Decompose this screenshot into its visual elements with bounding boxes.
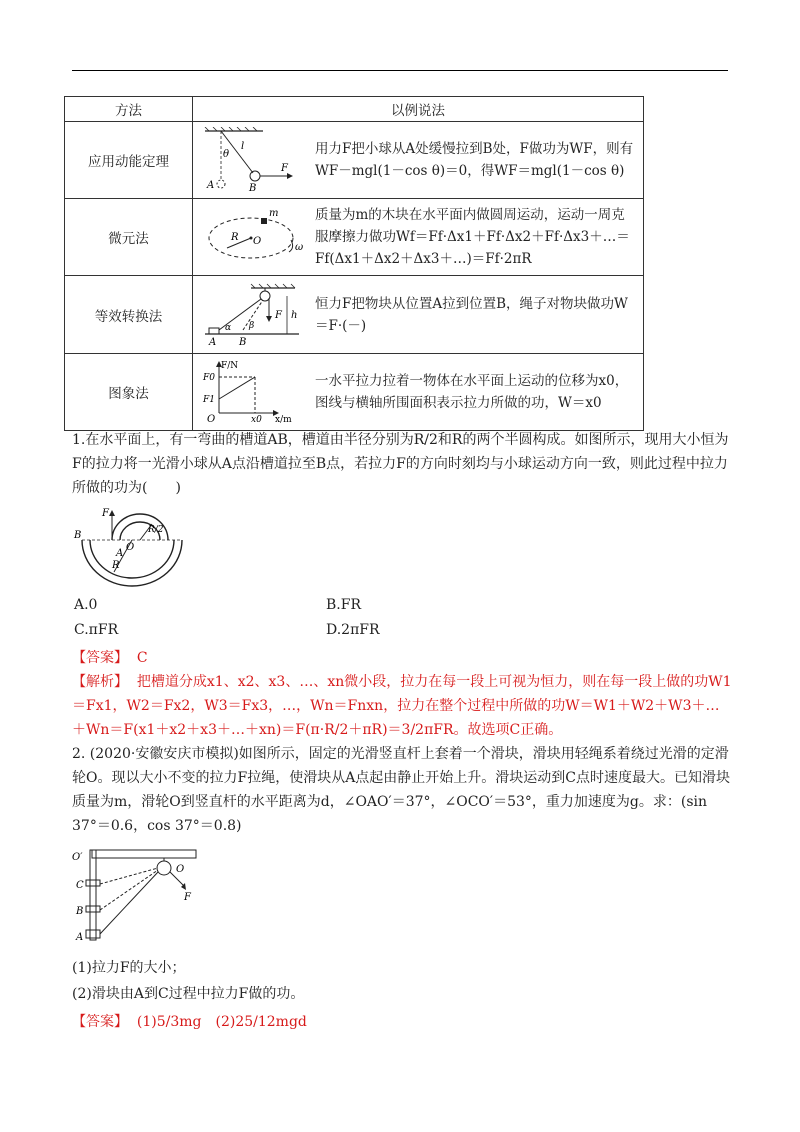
- method-kinetic-energy: 应用动能定理: [65, 122, 193, 199]
- q1-answer-label: 【答案】: [72, 650, 128, 666]
- q1-fig-Rhalf: R/2: [148, 525, 164, 535]
- header-method: 方法: [65, 97, 193, 122]
- method-graph: 图象法: [65, 354, 193, 431]
- methods-table: [64, 96, 644, 431]
- q1-analysis-label: 【解析】: [72, 674, 128, 690]
- q1-figure: [72, 502, 202, 590]
- graph-O: O: [207, 414, 216, 425]
- q1-fig-B: B: [74, 530, 82, 541]
- q1-option-a: A.0: [74, 597, 98, 613]
- q2-figure: [72, 846, 202, 950]
- q2-fig-Oprime: O′: [72, 852, 83, 863]
- header-example: 以例说法: [193, 97, 644, 122]
- q1-fig-O: O: [126, 542, 135, 553]
- pendulum-figure: [199, 127, 311, 193]
- force-graph-figure: [199, 359, 311, 425]
- q2-answer-label: 【答案】: [72, 1014, 128, 1030]
- q2-fig-O: O: [176, 864, 185, 875]
- example-text-4: 一水平拉力拉着一物体在水平面上运动的位移为x0，图线与横轴所围面积表示拉力所做的功，W＝x0: [315, 373, 629, 411]
- q1-analysis: [72, 670, 732, 742]
- q2-fig-C: C: [76, 880, 84, 891]
- q2-fig-A: A: [76, 932, 84, 943]
- graph-xaxis: x/m: [275, 415, 292, 425]
- pendulum-A: A: [207, 180, 215, 191]
- circle-R: R: [231, 232, 239, 243]
- q2-answer-value: (1)5/3mg (2)25/12mgd: [136, 1014, 307, 1030]
- q2-sub1: (1)拉力F的大小；: [72, 960, 186, 976]
- pulley-B: B: [239, 336, 247, 348]
- method-equivalent-conversion: 等效转换法: [65, 276, 193, 354]
- q2-fig-F: F: [184, 892, 191, 903]
- example-text-1: 用力F把小球从A处缓慢拉到B处，F做功为WF，则有WF－mgl(1－cos θ)＝0，得WF＝mgl(1－cos θ): [315, 141, 634, 179]
- q1-answer-value: C: [136, 650, 148, 666]
- pulley-h: h: [291, 309, 298, 321]
- circle-O: O: [253, 236, 262, 247]
- q2-sub2: (2)滑块由A到C过程中拉力F做的功。: [72, 986, 305, 1002]
- pendulum-B: B: [249, 183, 257, 193]
- q2-answer: [72, 1010, 732, 1034]
- circle-m: m: [269, 208, 279, 219]
- pulley-beta: β: [249, 320, 255, 331]
- q1-option-d: D.2πFR: [326, 622, 380, 638]
- graph-yaxis: F/N: [221, 361, 239, 371]
- q1-analysis-text: 把槽道分成x1、x2、x3、…、xn微小段，拉力在每一段上可视为恒力，则在每一段上做的功W1＝Fx1，W2＝Fx2，W3＝Fx3，…，Wn＝Fnxn，拉力在整个过程中所做的功W＝W1＋W2＋W3＋…＋Wn＝F(x1＋x2＋x3＋…＋xn)＝F(π·R/2＋πR)＝3/2πFR。故选项C正确。: [72, 674, 732, 738]
- pulley-F: F: [275, 309, 282, 321]
- pendulum-theta: θ: [223, 149, 230, 160]
- graph-F0: F0: [203, 373, 215, 383]
- pulley-A: A: [209, 336, 217, 348]
- q2-fig-B: B: [76, 906, 84, 917]
- header-rule: [72, 70, 728, 71]
- circle-motion-figure: [199, 204, 311, 270]
- q1-fig-A: A: [116, 548, 124, 559]
- q1-fig-F: F: [102, 508, 109, 519]
- q1-option-b: B.FR: [326, 597, 361, 613]
- q1-fig-R: R: [112, 560, 120, 571]
- pulley-figure: [199, 282, 311, 348]
- q1-answer: [72, 646, 732, 670]
- pendulum-F: F: [281, 163, 288, 174]
- example-text-2: 质量为m的木块在水平面内做圆周运动，运动一周克服摩擦力做功Wf＝Ff·Δx1＋Ff·Δx2＋Ff·Δx3＋…＝Ff(Δx1＋Δx2＋Δx3＋…)＝Ff·2πR: [315, 207, 630, 267]
- pulley-alpha: α: [225, 322, 232, 333]
- q1-option-c: C.πFR: [74, 622, 119, 638]
- example-text-3: 恒力F把物块从位置A拉到位置B，绳子对物块做功W＝F·(－): [315, 295, 628, 334]
- circle-omega: ω: [295, 242, 304, 253]
- pendulum-l: l: [241, 141, 245, 152]
- graph-F1: F1: [203, 395, 215, 405]
- method-micro-element: 微元法: [65, 199, 193, 276]
- q1-stem: 1.在水平面上，有一弯曲的槽道AB，槽道由半径分别为R/2和R的两个半圆构成。如图所示，现用大小恒为F的拉力将一光滑小球从A点沿槽道拉至B点，若拉力F的方向时刻均与小球运动方向一致，则此过程中拉力所做的功为( ): [72, 432, 729, 496]
- graph-x0: x0: [251, 415, 262, 425]
- q2-stem: 2. (2020·安徽安庆市模拟)如图所示，固定的光滑竖直杆上套着一个滑块，滑块用轻绳系着绕过光滑的定滑轮O。现以大小不变的拉力F拉绳，使滑块从A点起由静止开始上升。滑块运动到C点时速度最大。已知滑块质量为m，滑轮O到竖直杆的水平距离为d，∠OAO′＝37°，∠OCO′＝53°，重力加速度为g。求：(sin 37°＝0.6，cos 37°＝0.8): [72, 746, 731, 834]
